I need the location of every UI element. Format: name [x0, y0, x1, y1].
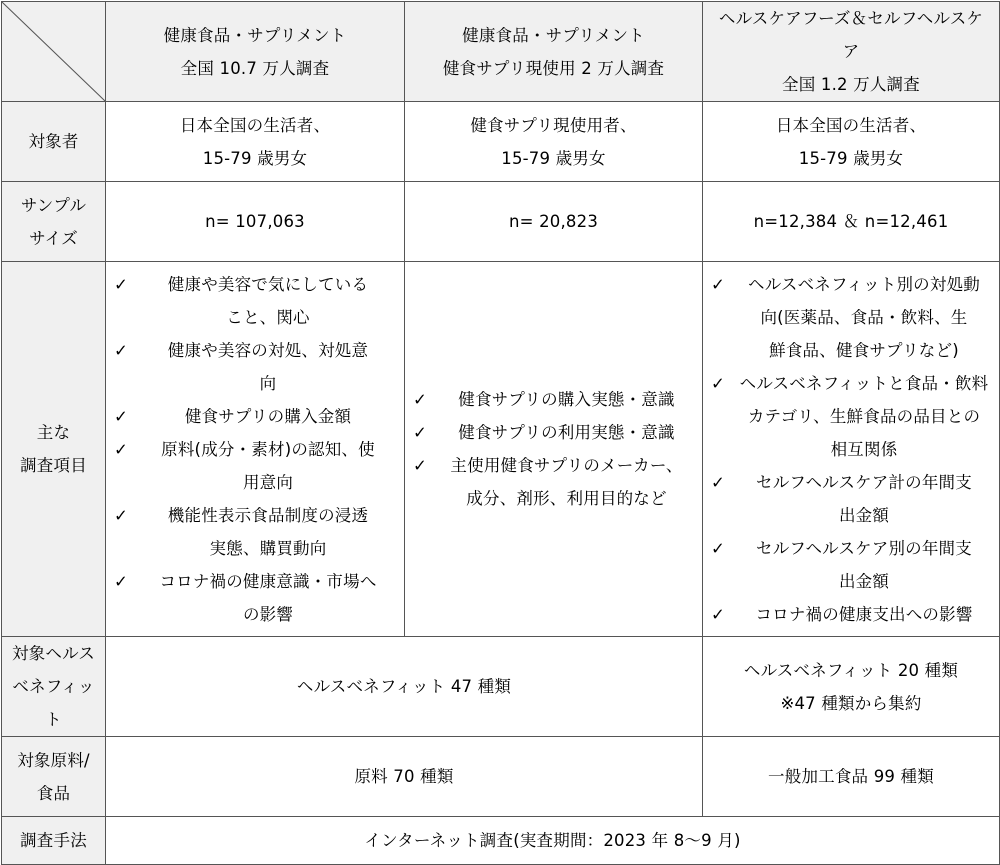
row-label-material: 対象原料/ 食品	[2, 737, 106, 817]
check-item-text: コロナ禍の健康意識・市場へ	[159, 571, 377, 591]
check-item-text: 鮮食品、健食サプリなど)	[769, 340, 959, 360]
check-item	[114, 565, 396, 631]
check-icon: ✓	[711, 604, 726, 624]
check-item-text: ヘルスベネフィットと食品・飲料	[739, 373, 989, 393]
check-icon: ✓	[413, 456, 428, 475]
check-item	[711, 532, 991, 598]
items-list-2	[413, 383, 694, 515]
benefit-cell-3: ヘルスベネフィット 20 種類 ※47 種類から集約	[703, 637, 1000, 737]
benefit-row	[2, 637, 1000, 737]
row-label-target: 対象者	[2, 102, 106, 182]
check-icon: ✓	[114, 340, 129, 360]
check-item	[114, 268, 396, 334]
check-item-text: 向(医薬品、食品・飲料、生	[760, 307, 968, 327]
items-cell-3	[703, 262, 1000, 637]
check-item-text: セルフヘルスケア別の年間支	[756, 538, 972, 558]
check-icon: ✓	[711, 274, 726, 294]
target-cell-2: 健食サプリ現使用者、 15-79 歳男女	[405, 102, 703, 182]
check-icon: ✓	[413, 423, 428, 442]
check-item-text: 出金額	[838, 571, 890, 591]
check-icon: ✓	[711, 373, 726, 393]
sample-cell-2: n= 20,823	[405, 182, 703, 262]
check-item	[413, 416, 694, 449]
target-row	[2, 102, 1000, 182]
check-item-text: 向	[259, 373, 277, 393]
check-item	[114, 334, 396, 400]
survey-comparison-table	[1, 1, 1000, 865]
items-cell-1	[106, 262, 405, 637]
sample-row	[2, 182, 1000, 262]
material-row	[2, 737, 1000, 817]
check-icon: ✓	[114, 571, 129, 591]
check-item-text: コロナ禍の健康支出への影響	[755, 604, 973, 624]
row-label-sample: サンプル サイズ	[2, 182, 106, 262]
target-cell-1: 日本全国の生活者、 15-79 歳男女	[106, 102, 405, 182]
check-item-text: 原料(成分・素材)の認知、使	[161, 439, 375, 459]
header-row	[2, 2, 1000, 102]
column-header-2: 健康食品・サプリメント 健食サプリ現使用 2 万人調査	[405, 2, 703, 102]
check-item-text: 機能性表示食品制度の浸透	[167, 505, 369, 525]
check-item-text: 健食サプリの購入金額	[184, 406, 352, 426]
material-cell-3: 一般加工食品 99 種類	[703, 737, 1000, 817]
check-item-text: 主使用健食サプリのメーカー、	[450, 456, 683, 475]
items-cell-2	[405, 262, 703, 637]
check-icon: ✓	[711, 538, 726, 558]
check-icon: ✓	[114, 406, 129, 426]
check-item-text: 成分、剤形、利用目的など	[466, 489, 667, 508]
sample-cell-1: n= 107,063	[106, 182, 405, 262]
corner-cell	[2, 2, 106, 102]
row-label-method: 調査手法	[2, 817, 106, 865]
items-list-1	[114, 268, 396, 631]
check-item	[711, 466, 991, 532]
check-icon: ✓	[711, 472, 726, 492]
check-item	[711, 598, 991, 631]
check-item	[413, 449, 694, 515]
check-icon: ✓	[114, 439, 129, 459]
method-cell: インターネット調査(実査期間：2023 年 8～9 月)	[106, 817, 1000, 865]
column-header-1: 健康食品・サプリメント 全国 10.7 万人調査	[106, 2, 405, 102]
check-item-text: 健食サプリの購入実態・意識	[458, 390, 675, 409]
check-item	[114, 499, 396, 565]
check-item	[711, 367, 991, 466]
check-item-text: 用意向	[242, 472, 294, 492]
diagonal-line	[2, 2, 105, 101]
material-merged-cell: 原料 70 種類	[106, 737, 703, 817]
check-item-text: 健食サプリの利用実態・意識	[458, 423, 675, 442]
check-item	[114, 400, 396, 433]
items-list-3	[711, 268, 991, 631]
check-item-text: 実態、購買動向	[209, 538, 327, 558]
benefit-merged-cell: ヘルスベネフィット 47 種類	[106, 637, 703, 737]
check-item-text: 健康や美容で気にしている	[167, 274, 369, 294]
items-row	[2, 262, 1000, 637]
check-item-text: 健康や美容の対処、対処意	[167, 340, 369, 360]
check-item-text: カテゴリ、生鮮食品の品目との	[747, 406, 981, 426]
check-icon: ✓	[114, 505, 129, 525]
check-item-text: こと、関心	[226, 307, 310, 327]
column-header-3: ヘルスケアフーズ＆セルフヘルスケア 全国 1.2 万人調査	[703, 2, 1000, 102]
check-item-text: の影響	[242, 604, 294, 624]
check-item-text: セルフヘルスケア計の年間支	[756, 472, 972, 492]
target-cell-3: 日本全国の生活者、 15-79 歳男女	[703, 102, 1000, 182]
check-icon: ✓	[413, 390, 428, 409]
check-item	[413, 383, 694, 416]
check-item	[114, 433, 396, 499]
check-item-text: 相互関係	[830, 439, 898, 459]
check-item	[711, 268, 991, 367]
check-item-text: ヘルスベネフィット別の対処動	[748, 274, 980, 294]
method-row	[2, 817, 1000, 865]
sample-cell-3: n=12,384 ＆ n=12,461	[703, 182, 1000, 262]
check-icon: ✓	[114, 274, 129, 294]
row-label-items: 主な 調査項目	[2, 262, 106, 637]
check-item-text: 出金額	[838, 505, 890, 525]
row-label-benefit: 対象ヘルス ベネフィット	[2, 637, 106, 737]
